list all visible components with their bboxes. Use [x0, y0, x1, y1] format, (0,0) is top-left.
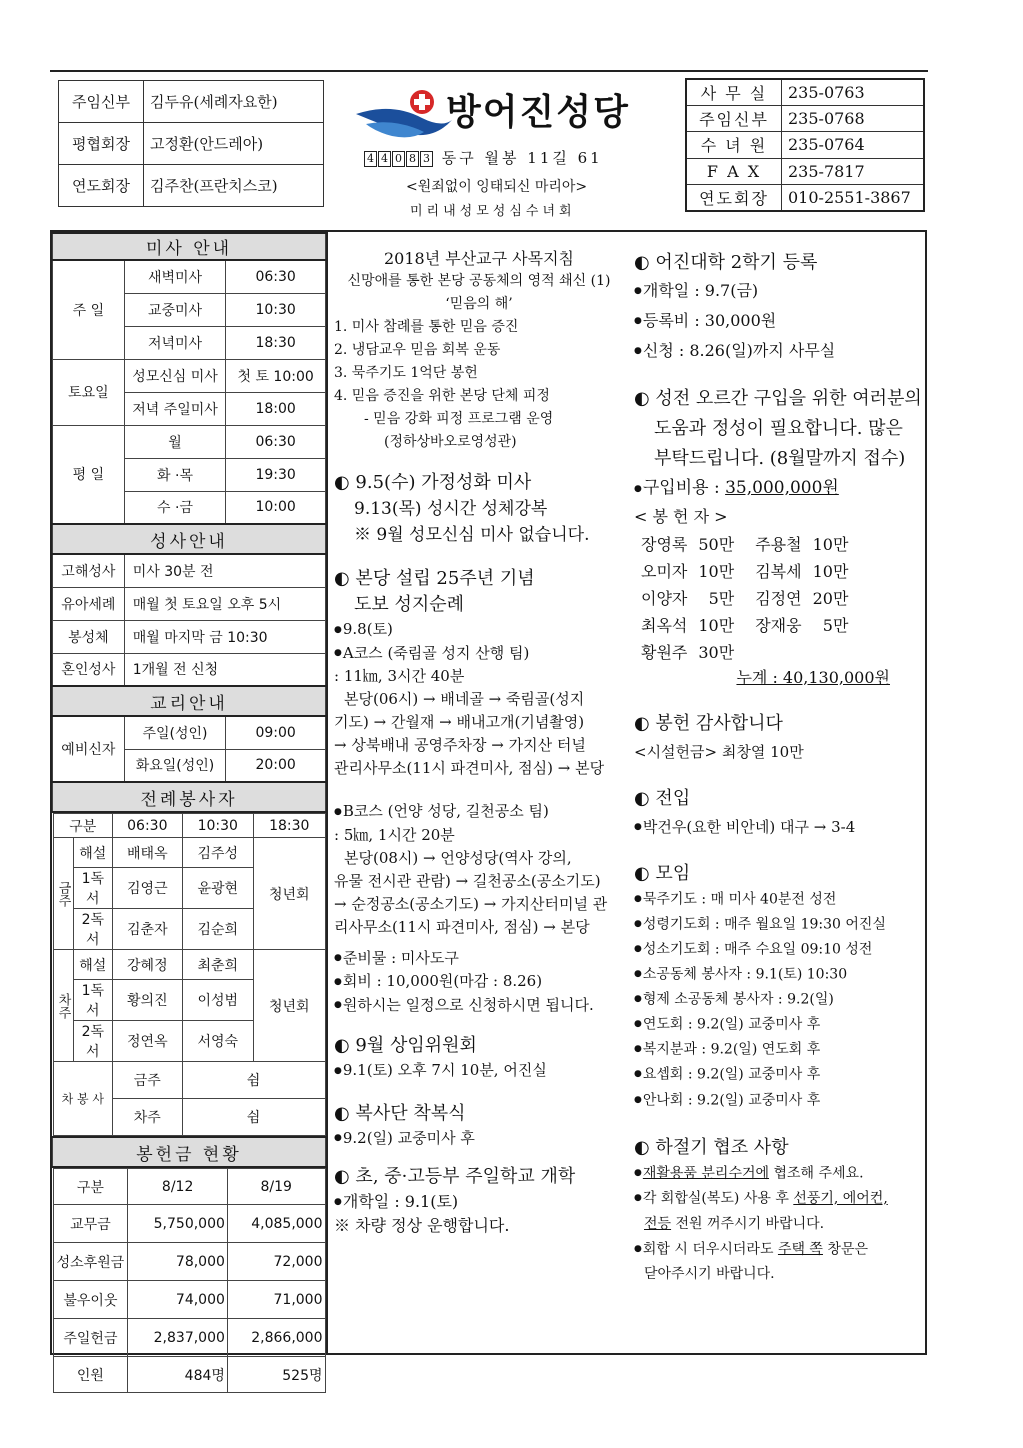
donor-table — [640, 531, 849, 666]
sunday-label: 주 일 — [53, 260, 125, 359]
course-line: 리사무소(11시 파견미사, 점심) → 본당 — [334, 917, 590, 936]
contact-value: 235-0763 — [782, 79, 925, 106]
donor-amount: 10만 — [698, 561, 735, 581]
summer-item — [634, 1186, 924, 1212]
summer-item — [634, 1161, 924, 1187]
class-time: 20:00 — [226, 749, 326, 782]
sacrament-info: 매월 마지막 금 10:30 — [124, 620, 325, 653]
pilgrimage-heading: 도보 성지순례 — [354, 594, 465, 615]
mass-name: 성모신심 미사 — [124, 359, 226, 392]
sacrament-name: 고해성사 — [53, 554, 125, 587]
meeting-item: ● 성소기도회 : 매주 수요일 09:10 성전 — [634, 937, 924, 962]
vehicle-value: 쉼 — [182, 1062, 325, 1099]
server: 정연옥 — [113, 1021, 183, 1062]
server: 배태옥 — [113, 838, 183, 868]
staff-row — [59, 165, 324, 207]
donor-amount: 10만 — [812, 534, 849, 554]
server: 김춘자 — [113, 909, 183, 950]
saturday-label: 토요일 — [53, 359, 125, 425]
summer-text: 회합 시 더우시더라도 — [642, 1241, 778, 1258]
offering-label: 불우이웃 — [53, 1281, 128, 1319]
pilgrimage-date: ● 9.8(토) — [334, 618, 624, 642]
course-b: ● B코스 (언양 성당, 길천공소 팀) — [334, 800, 624, 824]
donor-amount: 20만 — [812, 588, 849, 608]
youth-label: 청년회 — [254, 838, 325, 950]
mass-time: 06:30 — [226, 260, 326, 293]
supplies: ● 준비물 : 미사도구 — [334, 947, 624, 971]
donor-amount: 10만 — [698, 615, 735, 635]
pilgrimage-heading: ◐ 본당 설립 25주년 기념 — [334, 568, 535, 589]
guideline-item: 3. 묵주기도 1억단 봉헌 — [334, 365, 478, 381]
contact-value: 235-0764 — [782, 132, 925, 158]
liturgy-head: 18:30 — [254, 814, 325, 838]
offering-head: 8/19 — [227, 1169, 325, 1205]
college-line: ● 신청 : 8.26(일)까지 사무실 — [634, 336, 924, 366]
offering-amount: 74,000 — [128, 1281, 228, 1319]
offering-amount: 71,000 — [227, 1281, 325, 1319]
notice-line: ※ 9월 성모신심 미사 없습니다. — [354, 525, 590, 545]
offering-amount: 4,085,000 — [227, 1205, 325, 1243]
role: 1독서 — [73, 868, 113, 909]
donor-heading: < 봉 헌 자 > — [634, 506, 728, 526]
offering-amount: 2,837,000 — [128, 1319, 228, 1357]
guideline-year: ‘믿음의 해’ — [445, 296, 513, 312]
contact-label: 연도회장 — [686, 184, 782, 211]
guideline-subtitle: 신망애를 통한 본당 공동체의 영적 쇄신 (1) — [347, 273, 611, 289]
mass-name: 수 ·금 — [124, 491, 226, 524]
column-divider — [326, 230, 328, 1355]
server: 강혜정 — [113, 950, 183, 980]
meeting-item: ● 안나회 : 9.2(일) 교중미사 후 — [634, 1088, 924, 1113]
summer-text: 각 회합실(복도) 사용 후 — [642, 1190, 794, 1207]
offering-label: 성소후원금 — [53, 1243, 128, 1281]
liturgy-head: 구분 — [53, 814, 113, 838]
offering-title: 봉헌금 현황 — [53, 1137, 326, 1167]
guideline-item: 4. 믿음 증진을 위한 본당 단체 피정 — [334, 388, 550, 404]
contact-table — [685, 78, 925, 212]
meeting-item: ● 성령기도회 : 매주 월요일 19:30 어진실 — [634, 912, 924, 937]
offering-label: 인원 — [53, 1357, 128, 1393]
contact-value: 235-7817 — [782, 158, 925, 184]
notice-line: 9.13(목) 성시간 성체강복 — [354, 499, 548, 519]
summer-emph: 재활용품 분리수거에 — [642, 1165, 770, 1182]
college-line: ● 개학일 : 9.7(금) — [634, 276, 924, 306]
meeting-item: ● 소공동체 봉사자 : 9.1(토) 10:30 — [634, 962, 924, 987]
offering-amount: 525명 — [227, 1357, 325, 1393]
offering-label: 교무금 — [53, 1205, 128, 1243]
sacrament-info: 1개월 전 신청 — [124, 653, 325, 686]
server: 서영숙 — [182, 1021, 253, 1062]
course-line: : 5㎞, 1시간 20분 — [334, 825, 455, 844]
donor-name: 김정연 — [755, 588, 802, 608]
sunday-school-note: ※ 차량 정상 운행합니다. — [334, 1216, 510, 1235]
middle-column — [334, 247, 624, 1237]
weekday-label: 평 일 — [53, 425, 125, 524]
mass-name: 저녁 주일미사 — [124, 392, 226, 425]
course-line: 기도) → 간월재 → 배내고개(기념촬영) — [334, 713, 585, 731]
mass-time: 18:00 — [226, 392, 326, 425]
mass-name: 저녁미사 — [124, 326, 226, 359]
donor-row — [640, 612, 849, 639]
donor-name: 오미자 — [641, 561, 688, 581]
vehicle-week: 차주 — [113, 1099, 183, 1136]
donor-amount: 5만 — [822, 615, 849, 635]
sacrament-title: 성사안내 — [53, 524, 326, 554]
sacrament-info: 매월 첫 토요일 오후 5시 — [124, 587, 325, 620]
class-time: 09:00 — [226, 716, 326, 749]
mass-name: 월 — [124, 425, 226, 458]
donor-name: 장영록 — [641, 534, 688, 554]
donor-row — [640, 558, 849, 585]
server: 김영근 — [113, 868, 183, 909]
offering-amount: 72,000 — [227, 1243, 325, 1281]
fee: ● 회비 : 10,000원(마감 : 8.26) — [334, 970, 624, 994]
offering-head: 8/12 — [128, 1169, 228, 1205]
course-line: 본당(08시) → 언양성당(역사 강의, — [344, 848, 572, 867]
zip-digit: 0 — [392, 151, 405, 167]
vehicle-week: 금주 — [113, 1062, 183, 1099]
transfer-info: ● 박건우(요한 비안네) 대구 → 3-4 — [634, 816, 924, 840]
mass-time: 10:00 — [226, 491, 326, 524]
college-line: ● 등록비 : 30,000원 — [634, 306, 924, 336]
staff-role: 평협회장 — [59, 123, 144, 165]
staff-name: 김주찬(프란치스코) — [144, 165, 324, 207]
summer-emph: 주택 쪽 — [777, 1241, 823, 1258]
mass-time: 첫 토 10:00 — [226, 359, 326, 392]
summer-list — [634, 1161, 924, 1288]
server: 윤광현 — [182, 868, 253, 909]
role: 2독서 — [73, 909, 113, 950]
mass-title: 미사 안내 — [53, 233, 326, 260]
sisters-name: 미리내성모성심수녀회 — [410, 204, 576, 219]
committee-heading: ◐ 9월 상임위원회 — [334, 1035, 477, 1056]
doctrine-title: 교리안내 — [53, 686, 326, 716]
meeting-item: ● 복지분과 : 9.2(일) 연도회 후 — [634, 1037, 924, 1062]
address — [364, 147, 603, 168]
sacrament-name: 혼인성사 — [53, 653, 125, 686]
course-line: → 순정공소(공소기도) → 가지산터미널 관 — [334, 894, 608, 913]
class-name: 화요일(성인) — [124, 749, 226, 782]
liturgy-title: 전례봉사자 — [53, 782, 326, 812]
college-heading: ◐ 어진대학 2학기 등록 — [634, 252, 818, 273]
guideline-title: 2018년 부산교구 사목지침 — [384, 249, 574, 268]
transfer-heading: ◐ 전입 — [634, 787, 691, 809]
summer-item — [634, 1237, 924, 1263]
meeting-item: ● 요셉회 : 9.2(일) 교중미사 후 — [634, 1062, 924, 1087]
donor-amount: 10만 — [812, 561, 849, 581]
staff-role: 연도회장 — [59, 165, 144, 207]
organ-cost-value: 35,000,000원 — [725, 478, 839, 498]
liturgy-head: 06:30 — [113, 814, 183, 838]
sacrament-name: 유아세례 — [53, 587, 125, 620]
donor-amount: 30만 — [698, 642, 735, 662]
organ-line: 도움과 정성이 필요합니다. 많은 — [654, 418, 903, 439]
course-line: 유물 전시관 관람) → 길천공소(공소기도) — [334, 871, 601, 890]
server: 김순희 — [182, 909, 253, 950]
role: 1독서 — [73, 980, 113, 1021]
donor-name: 이양자 — [641, 588, 688, 608]
notice-heading: ◐ 9.5(수) 가정성화 미사 — [334, 472, 532, 493]
offering-amount: 2,866,000 — [227, 1319, 325, 1357]
donor-name: 최옥석 — [641, 615, 688, 635]
meetings-list — [634, 887, 924, 1113]
summer-text: 창문은 — [822, 1241, 868, 1258]
contact-row — [686, 158, 924, 184]
organ-heading: ◐ 성전 오르간 구입을 위한 여러분의 — [634, 388, 922, 409]
staff-name: 고정환(안드레아) — [144, 123, 324, 165]
guideline-item: - 믿음 강화 피정 프로그램 운영 — [364, 411, 554, 427]
offering-amount: 484명 — [128, 1357, 228, 1393]
contact-value: 010-2551-3867 — [782, 184, 925, 211]
thanks-info: <시설헌금> 최창열 10만 — [634, 742, 804, 761]
contact-row — [686, 106, 924, 132]
contact-value: 235-0768 — [782, 106, 925, 132]
contact-row — [686, 132, 924, 158]
sunday-school-date: ● 개학일 : 9.1(토) — [334, 1190, 624, 1214]
apply-note: ● 원하시는 일정으로 신청하시면 됩니다. — [334, 994, 624, 1018]
staff-role: 주임신부 — [59, 81, 144, 123]
course-line: → 상북배내 공영주차장 → 가지산 터널 — [334, 736, 586, 754]
staff-table — [58, 80, 324, 207]
donor-amount: 5만 — [708, 588, 735, 608]
summer-emph: 선풍기, 에어컨, — [793, 1190, 888, 1207]
zip-digit: 8 — [406, 151, 419, 167]
sacrament-info: 미사 30분 전 — [124, 554, 325, 587]
contact-label: 수 녀 원 — [686, 132, 782, 158]
thanks-heading: ◐ 봉헌 감사합니다 — [634, 712, 783, 734]
donor-name: 주용철 — [755, 534, 802, 554]
organ-line: 부탁드립니다. (8월말까지 접수) — [654, 448, 906, 469]
class-name: 주일(성인) — [124, 716, 226, 749]
offering-amount: 78,000 — [128, 1243, 228, 1281]
summer-text: 협조해 주세요. — [769, 1165, 864, 1182]
offering-label: 주일헌금 — [53, 1319, 128, 1357]
sunday-school-heading: ◐ 초, 중·고등부 주일학교 개학 — [334, 1166, 576, 1187]
course-line: 관리사무소(11시 파견미사, 점심) → 본당 — [334, 759, 605, 777]
catechumen-label: 예비신자 — [53, 716, 125, 782]
server: 김주성 — [182, 838, 253, 868]
contact-row — [686, 184, 924, 211]
guideline-item: (정하상바오로영성관) — [384, 434, 517, 450]
next-week-label: 차주 — [53, 950, 73, 1062]
committee-info: ● 9.1(토) 오후 7시 10분, 어진실 — [334, 1059, 624, 1083]
staff-name: 김두유(세례자요한) — [144, 81, 324, 123]
right-column — [634, 250, 924, 1287]
mass-name: 새벽미사 — [124, 260, 226, 293]
contact-row — [686, 79, 924, 106]
course-a: ● A코스 (죽림골 성지 산행 팀) — [334, 642, 624, 666]
contact-label: 사 무 실 — [686, 79, 782, 106]
meeting-item: ● 연도회 : 9.2(일) 교중미사 후 — [634, 1012, 924, 1037]
offering-amount: 5,750,000 — [128, 1205, 228, 1243]
donor-row — [640, 639, 849, 666]
sacrament-name: 봉성체 — [53, 620, 125, 653]
summer-item — [634, 1212, 924, 1237]
donor-row — [640, 585, 849, 612]
donor-row — [640, 531, 849, 558]
donor-amount: 50만 — [698, 534, 735, 554]
offering-head: 구분 — [53, 1169, 128, 1205]
course-line: : 11㎞, 3시간 40분 — [334, 667, 465, 685]
meeting-item: ● 형제 소공동체 봉사자 : 9.2(일) — [634, 987, 924, 1012]
mass-time: 10:30 — [226, 293, 326, 326]
role: 해설 — [73, 950, 113, 980]
organ-cost-label: 구입비용 : — [642, 478, 726, 498]
guideline-item: 1. 미사 참례를 통한 믿음 증진 — [334, 319, 519, 335]
altar-server-info: ● 9.2(일) 교중미사 후 — [334, 1127, 624, 1151]
zip-digit: 4 — [364, 151, 377, 167]
organ-cost — [634, 474, 924, 503]
vehicle-label: 차 봉 사 — [53, 1062, 113, 1136]
mass-time: 06:30 — [226, 425, 326, 458]
church-name: 방어진성당 — [446, 92, 630, 133]
zip-digit: 4 — [378, 151, 391, 167]
mass-name: 화 ·목 — [124, 458, 226, 491]
motto: <원죄없이 잉태되신 마리아> — [406, 179, 588, 195]
top-rule — [50, 70, 928, 72]
donor-name: 김복세 — [755, 561, 802, 581]
mass-time: 18:30 — [226, 326, 326, 359]
role: 해설 — [73, 838, 113, 868]
guideline-item: 2. 냉담교우 믿음 회복 운동 — [334, 342, 501, 358]
address-text: 동구 월봉 11길 61 — [441, 149, 603, 167]
meeting-item: ● 묵주기도 : 매 미사 40분전 성전 — [634, 887, 924, 912]
summer-heading: ◐ 하절기 협조 사항 — [634, 1136, 789, 1158]
this-week-label: 금주 — [53, 838, 73, 950]
donor-name: 장재웅 — [755, 615, 802, 635]
mass-name: 교중미사 — [124, 293, 226, 326]
summer-emph: 전등 — [644, 1215, 672, 1232]
zip-digit: 3 — [420, 151, 433, 167]
server: 황의진 — [113, 980, 183, 1021]
donor-name: 황원주 — [641, 642, 688, 662]
offering-table — [53, 1168, 326, 1393]
server: 이성범 — [182, 980, 253, 1021]
contact-label: 주임신부 — [686, 106, 782, 132]
youth-label: 청년회 — [254, 950, 325, 1062]
liturgy-head: 10:30 — [182, 814, 253, 838]
info-tables — [52, 232, 326, 1393]
altar-server-heading: ◐ 복사단 착복식 — [334, 1102, 466, 1124]
contact-label: F A X — [686, 158, 782, 184]
summer-item: 닫아주시기 바랍니다. — [644, 1266, 775, 1283]
meetings-heading: ◐ 모임 — [634, 863, 691, 884]
organ-total: 누계 : 40,130,000원 — [736, 667, 890, 687]
summer-text: 전원 꺼주시기 바랍니다. — [671, 1215, 825, 1232]
server: 최춘희 — [182, 950, 253, 980]
liturgy-table — [53, 813, 326, 1136]
mass-time: 19:30 — [226, 458, 326, 491]
course-line: 본당(06시) → 배네골 → 죽림골(성지 — [344, 690, 585, 708]
staff-row — [59, 81, 324, 123]
role: 2독서 — [73, 1021, 113, 1062]
vehicle-value: 쉼 — [182, 1099, 325, 1136]
staff-row — [59, 123, 324, 165]
